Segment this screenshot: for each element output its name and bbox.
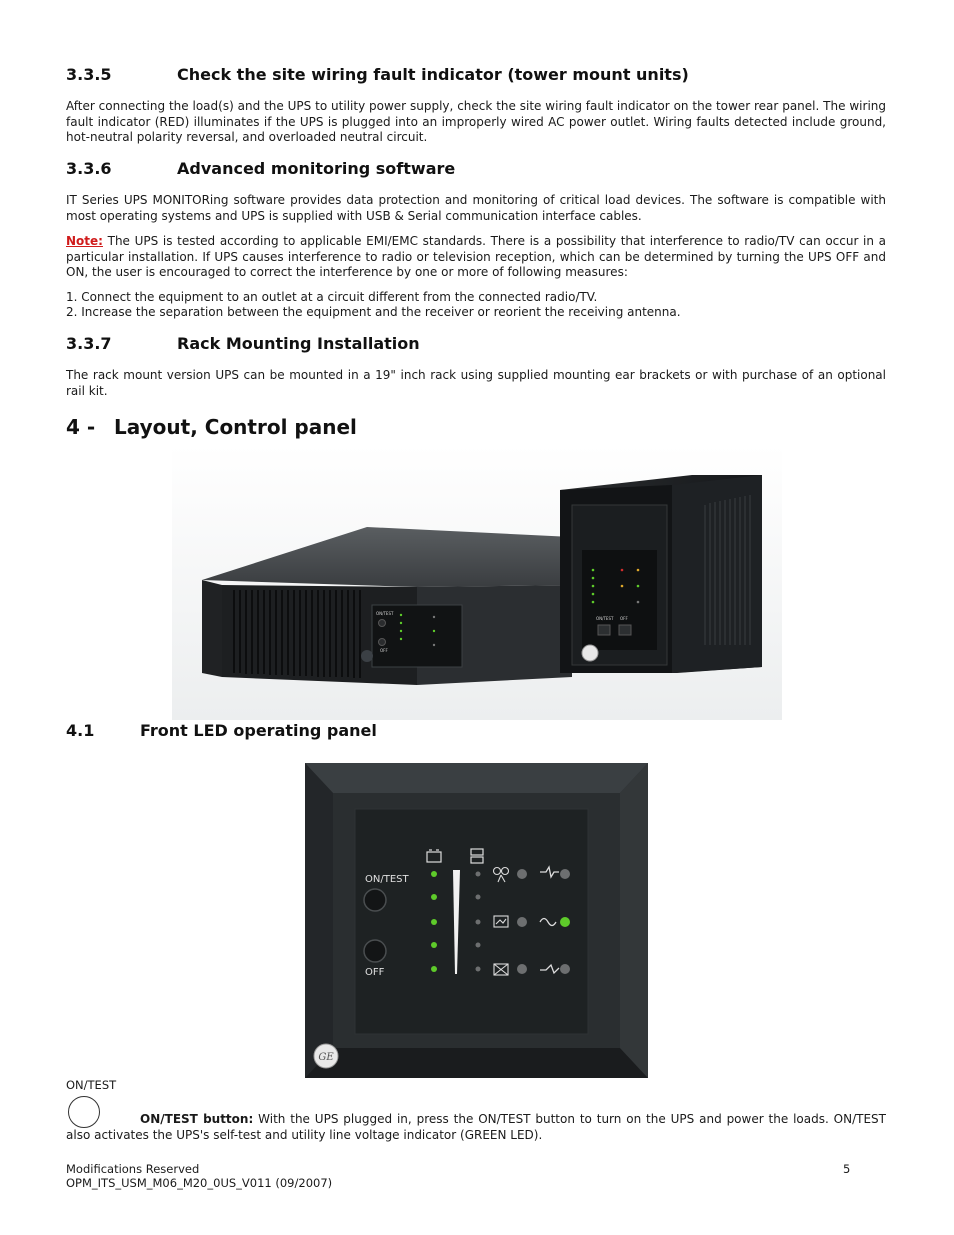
on-test-bold: ON/TEST button: (140, 1112, 254, 1126)
paragraph-on-test (66, 1112, 886, 1143)
led-panel-face (355, 809, 588, 1034)
footer-modifications: Modifications Reserved (66, 1162, 200, 1176)
rack-off-label: OFF (380, 648, 388, 653)
paragraph-wiring-fault: After connecting the load(s) and the UPS to utility power supply, check the site wiring fault indicator on the tower rear panel. The wiring fault indicator (RED) illuminates if the UPS is plugged into an improperly wired AC power outlet. Wiring faults detected include ground, hot-neutral polarity reversal, and overloaded neutral circuit. (66, 99, 886, 144)
paragraph-note (66, 234, 886, 281)
rack-on-label: ON/TEST (376, 611, 394, 616)
ups-product-photo (172, 445, 782, 720)
front-led-panel-photo (305, 763, 648, 1078)
note-body: The UPS is tested according to applicable EMI/EMC standards. There is a possibility that interference to radio/TV can occur in a particular installation. If UPS causes interference to radio or television reception, which can be determined by turning the UPS OFF and ON, the user is encouraged to correct the interference by one or more of following measures: (66, 234, 886, 279)
heading-title: Advanced monitoring software (177, 159, 456, 178)
note-label: Note: (66, 234, 103, 248)
page-number: 5 (843, 1162, 851, 1176)
heading-title: Rack Mounting Installation (177, 334, 420, 353)
footer-doc-id: OPM_ITS_USM_M06_M20_0US_V011 (09/2007) (66, 1176, 333, 1190)
on-test-button[interactable] (364, 889, 386, 911)
tower-on-label: ON/TEST (596, 616, 614, 621)
off-label: OFF (365, 967, 385, 978)
heading-title: Check the site wiring fault indicator (tower mount units) (177, 65, 689, 84)
heading-4-1 (66, 721, 886, 741)
on-test-label: ON/TEST (365, 874, 409, 885)
measures-list-item: 1. Connect the equipment to an outlet at a circuit different from the connected radio/TV. (66, 290, 598, 304)
ge-logo-text: GE (318, 1052, 334, 1063)
ge-logo-icon (582, 645, 598, 661)
tower-off-label: OFF (620, 616, 628, 621)
heading-number: 3.3.5 (66, 65, 112, 84)
heading-number: 4.1 (66, 721, 95, 740)
measures-list-item: 2. Increase the separation between the equipment and the receiver or reorient the receiving antenna. (66, 305, 681, 319)
on-test-caption: ON/TEST (66, 1078, 117, 1092)
heading-title: Front LED operating panel (140, 721, 377, 740)
heading-4 (66, 415, 886, 441)
heading-title: Layout, Control panel (114, 415, 357, 439)
paragraph-monitoring-software: IT Series UPS MONITORing software provides data protection and monitoring of critical load devices. The software is compatible with most operating systems and UPS is supplied with USB & Serial communication interface cables. (66, 193, 886, 223)
heading-number: 3.3.6 (66, 159, 112, 178)
heading-3-3-5 (66, 65, 886, 85)
paragraph-rack-mounting: The rack mount version UPS can be mounted in a 19" inch rack using supplied mounting ear brackets or with purchase of an optional rail kit. (66, 368, 886, 398)
heading-number: 3.3.7 (66, 334, 112, 353)
on-test-body: With the UPS plugged in, press the ON/TEST button to turn on the UPS and power the loads. ON/TEST also activates the UPS's self-test and utility line voltage indicator (GREEN LED). (66, 1112, 886, 1142)
ge-logo-icon (314, 1044, 338, 1068)
heading-number: 4 - (66, 415, 96, 439)
off-button[interactable] (364, 940, 386, 962)
heading-3-3-7 (66, 334, 886, 354)
heading-3-3-6 (66, 159, 886, 179)
